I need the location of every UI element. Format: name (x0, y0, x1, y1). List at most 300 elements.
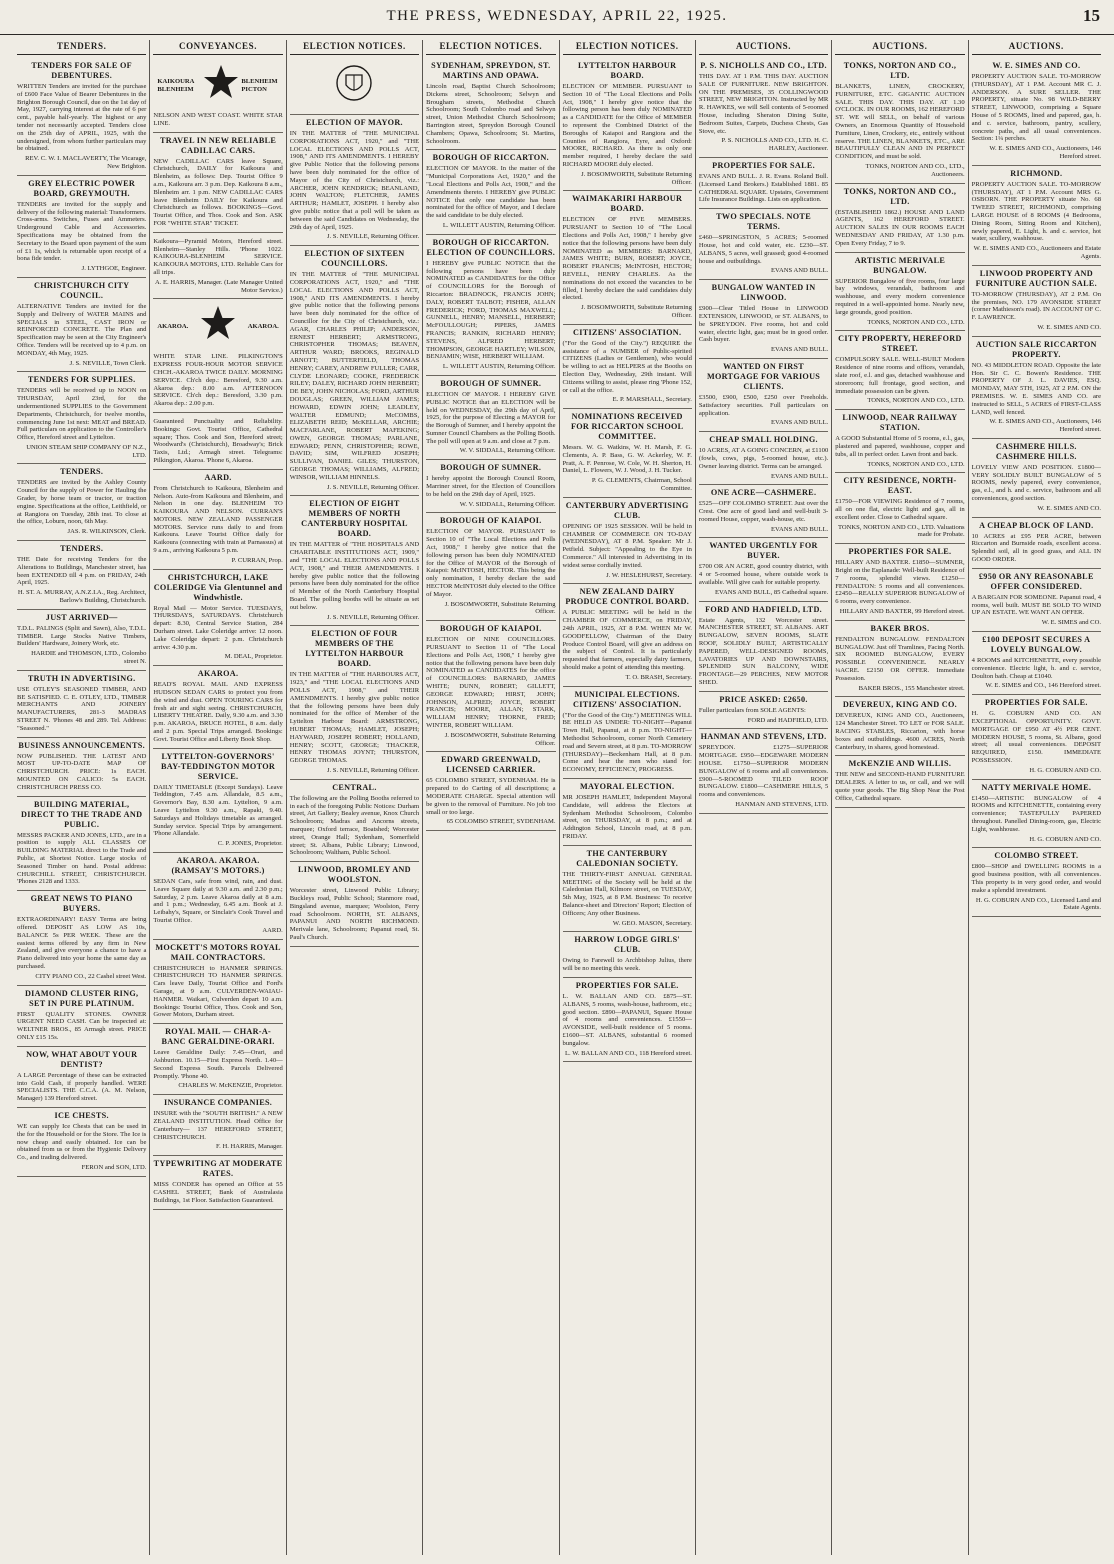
ad-signature: EVANS AND BULL. (771, 419, 829, 427)
ad-body-text: SPREYDON. £1275—SUPERIOR MORTGAGE. £950—EDGEWARE MODERN HOUSE. £1750—SUPERIOR MODERN BUNGALOW of 6 rooms and all conveniences. £900—5-ROOMED TILED ROOF BUNGALOW. £1800—CASHMERE HILLS, 5 rooms and conveniences. (698, 744, 829, 799)
ad-signature: H. G. COBURN AND CO. (1029, 835, 1101, 843)
ad-signature: EVANS AND BULL. (771, 267, 829, 275)
advertisement (699, 58, 828, 158)
ad-body-text: 10 ACRES, AT A GOING CONCERN, at £1100 (fowls, cows, pigs, 5-roomed house, etc.). Owner leaving district. Terms can be arranged. (698, 447, 829, 470)
ad-signature: TONKS, NORTON AND CO., LTD. Valuations made for Probate. (837, 523, 965, 539)
ad-heading: PRICE ASKED: £2650. (719, 694, 808, 704)
ad-body-text: £525—OFF COLOMBO STREET. Just over the Crest. One acre of good land and well-built 3-roomed House, copper, wash-house, etc. (698, 500, 829, 523)
ad-signature: L. WILLETT AUSTIN, Returning Officer. (442, 363, 556, 371)
ad-signature: H. G. COBURN AND CO., Licensed Land and Estate Agents. (975, 896, 1101, 912)
ad-body-text: I hereby appoint the Borough Council Room, Marriner street, for the Election of Councillors to be held on the 29th day of April, 1925. (426, 475, 556, 498)
ad-body-text: 65 COLOMBO STREET, SYDENHAM. He is prepared to do Carting of all descriptions; a MODERATE CHARGE. Special attention will be given to the removal of Furniture. No job too small or too large. (426, 777, 556, 816)
advertisement (153, 1024, 282, 1095)
ad-body-text: Owing to Farewell to Archbishop Julius, there will be no meeting this week. (562, 957, 692, 973)
star-icon (198, 304, 238, 349)
advertisement (153, 299, 282, 413)
ad-signature: FORD and HADFIELD, LTD. (747, 716, 829, 724)
ad-signature: J. S. NEVILLE, Returning Officer. (326, 767, 420, 774)
ad-signature: W. V. SIDDALL, Returning Officer. (459, 447, 556, 455)
ad-heading: £950 OR ANY REASONABLE OFFER CONSIDERED. (978, 571, 1094, 591)
advertisement (563, 409, 692, 498)
advertisement (426, 150, 555, 234)
ad-signature: J. S. NEVILLE, Returning Officer. (326, 483, 420, 491)
ad-signature: W. E. SIMES and CO., 146 Hereford street. (985, 682, 1101, 690)
advertisement (563, 498, 692, 585)
advertisement (153, 133, 282, 233)
ad-signature: T. O. BRASH, Secretary. (625, 673, 692, 681)
advertisement (835, 621, 964, 698)
ad-heading: SYDENHAM, SPREYDON, ST. MARTINS AND OPAWA. (431, 61, 551, 80)
ad-signature: J. S. NEVILLE, Returning Officer. (326, 613, 420, 621)
ad-signature: J. BOSOMWORTH, Substitute Returning Officer. (581, 170, 692, 186)
ad-signature: P. CURRAN, Prop. (231, 556, 283, 564)
ad-body-text: THE THIRTY-FIRST ANNUAL GENERAL MEETING of the Society will be held at the Caledonian Hall, Kilmore street, on TUESDAY, 5th May, 1925, at 8 P.M. Business: To receive Balance-sheet and Directors' Report; Election of Officers; Any other Business. (562, 870, 692, 917)
ad-heading: HARROW LODGE GIRLS' CLUB. (574, 935, 680, 955)
advertisement (699, 432, 828, 485)
advertisement (563, 325, 692, 409)
ad-heading: INSURANCE COMPANIES. (163, 1098, 273, 1108)
ad-heading: HANMAN AND STEVENS, LTD. (700, 732, 827, 742)
ad-signature: HANMAN AND STEVENS, LTD. (735, 801, 829, 809)
advertisement (17, 738, 146, 797)
advertisement (972, 695, 1101, 779)
ad-heading: GREAT NEWS TO PIANO BUYERS. (30, 894, 133, 914)
ad-signature: EVANS AND BULL, 85 Cathedral square. (715, 588, 829, 596)
ad-body-text: A LARGE Percentage of these can be extracted into Gold Cash, if properly handled. WERE SPECIALISTS. THE C.C.A. (A. M. Nelson, Manager) 139 Hereford street. (17, 1071, 147, 1103)
advertisement (835, 410, 964, 473)
ad-heading: TENDERS FOR SALE OF DEBENTURES. (31, 61, 132, 80)
ad-heading: BUILDING MATERIAL, DIRECT TO THE TRADE AND PUBLIC. (21, 799, 143, 829)
ad-heading: ICE CHESTS. (54, 1110, 109, 1120)
advertisement (972, 439, 1101, 518)
masthead (0, 0, 1114, 35)
ad-heading: AKAROA. (197, 669, 239, 679)
advertisement (17, 464, 146, 541)
column-heading: AUCTIONS. (835, 40, 964, 55)
ad-body-text: COMPULSORY SALE. WELL-BUILT Modern Residence of nine rooms and offices, verandah, slate roof, e.l. and gas, detached washhouse and storeroom; full frontage, good section, and immediate possession can be given. (835, 356, 965, 395)
advertisement (17, 891, 146, 985)
advertisement (17, 372, 146, 464)
ad-heading: ELECTION OF EIGHT MEMBERS OF NORTH CANTERBURY HOSPITAL BOARD. (301, 499, 408, 539)
ad-body-text: £1750—FOR VIEWING Residence of 7 rooms, all on one flat, electric light and gas, all in excellent order. Close to Cathedral square. (835, 498, 965, 521)
advertisement (17, 797, 146, 892)
advertisement (699, 729, 828, 813)
column-heading: ELECTION NOTICES. (290, 40, 419, 55)
logo-right-label: BLENHEIM PICTON (241, 77, 278, 93)
ad-heading: MAYORAL ELECTION. (579, 782, 675, 791)
advertisement (835, 253, 964, 332)
ad-heading: MUNICIPAL ELECTIONS. CITIZENS' ASSOCIATION. (573, 689, 682, 709)
ad-heading: TENDERS. (60, 467, 104, 477)
ad-body-text: ELECTION OF MAYOR. I HEREBY GIVE PUBLIC NOTICE that an ELECTION will be held on WEDNESDAY, the 29th day of April, 1925, for the purpose of Electing a MAYOR for the Borough of Sumner, and I hereby appoint the Sumner Council Chambers as the Polling Booth. The poll will open at 9 a.m. and close at 7 p.m. (426, 390, 556, 445)
ad-heading: CHEAP SMALL HOLDING. (709, 435, 818, 445)
ad-body-text: Fuller particulars from SOLE AGENTS: (698, 706, 806, 714)
ad-signature: CITY PIANO CO., 22 Cashel street West. (35, 972, 147, 980)
ad-heading: EDWARD GREENWALD, LICENSED CARRIER. (441, 755, 541, 775)
ad-body-text: PROPERTY AUCTION SALE. TO-MORROW (THURSDAY), AT 1 P.M. Account MRS G. OSBORN. THE PROPERTY situate No. 68 TWEED STREET, RICHMOND, comprising LARGE HOUSE of 8 ROOMS (4 Bedrooms, Dining Room, Sitting Room and Kitchen), newly papered, E. Light, h. and c. service, hot water, scullery, washhouse. (971, 180, 1101, 243)
ad-heading: TRAVEL IN NEW RELIABLE CADILLAC CARS. (159, 135, 277, 155)
ad-heading: BUSINESS ANNOUNCEMENTS. (18, 740, 145, 750)
ad-body-text: USE OTLEY'S SEASONED TIMBER, AND BE SATISFIED. C. E. OTLEY, LTD., TIMBER MERCHANTS AND JOINERY MANUFACTURERS, 281-3 MADRAS STREET N. 'Phones 48 and 289. Tel. Address: "Seasoned." (17, 685, 147, 732)
ad-heading: TONKS, NORTON AND CO., LTD. (843, 61, 957, 80)
ad-signature: TONKS, NORTON AND CO., LTD. (867, 460, 965, 468)
advertisement (972, 166, 1101, 266)
ad-body-text: 10 ACRES at £95 PER ACRE, between Riccarton and Burnside roads, excellent access. Splendid soil, all in good grass, and ALL IN GOOD ORDER. (971, 532, 1101, 564)
ad-body-text: I HEREBY give PUBLIC NOTICE that the following persons have been duly NOMINATED as CANDIDATES for the Office of COUNCILLORS for the Borough of Riccarton: BRADNOCK, FRANCIS JOHN; DALY, ROBERT TALBOT; FISHER, ALLAN FREDERICK; FORD, THOMAS MAXWELL; GUNNELL, HENRY; MANSELL, HERBERT; McFOULLOUGH; PIPERS, JAMES FRANCIS; RANKIN, RICHARD HENRY; STEVENS, ALFRED HERBERT; THOMPSON, GEORGE HARTLEY; WILSON, BENJAMIN; WISE, HERBERT WILLIAM. (426, 259, 556, 361)
ad-body-text: The following are the Polling Booths referred to in each of the foregoing Public Notices: Durham street, Art Gallery; Bealey avenue, Knox Church Schoolroom; Madras and Ancorns streets, marquee; Oxford terrace, Boatshed; Worcester street, Orange Hall; Sydenham, Somerfield street; St. Albans, Public Library; Linwood, Schoolroom; Waltham, Public School. (289, 794, 420, 857)
advertisement (426, 460, 555, 513)
advertisement (835, 697, 964, 756)
advertisement (153, 1156, 282, 1209)
advertisement (972, 632, 1101, 695)
ad-body-text: From Christchurch to Kaikoura, Blenheim and Nelson. Auto-from Kaikoura and Blenheim, and Nelson in one day. BLENHEIM TO KAIKOURA AND NELSON. CURRAN'S MOTORS. NEW ZEALAND PASSENGER MOTORS. Service runs daily to and from Kaikoura. Leave Tourist Office daily for Kaikoura (connecting with train at Parnassus) at 9 a.m., arriving Kaikoura 5 p.m. (153, 484, 283, 555)
ad-signature: L. WILLETT AUSTIN, Returning Officer. (442, 221, 556, 229)
ad-heading: ELECTION OF SIXTEEN COUNCILLORS. (304, 249, 405, 269)
ad-signature: J. LYTHGOE, Engineer. (81, 265, 147, 273)
ad-heading: BOROUGH OF RICCARTON. (432, 153, 549, 163)
ad-heading: LINWOOD PROPERTY AND FURNITURE AUCTION SALE. (975, 268, 1097, 288)
advertisement (835, 184, 964, 253)
ad-signature: A. E. HARRIS, Manager. (Late Manager United Motor Service.) (154, 278, 283, 294)
advertisement (153, 233, 282, 300)
ad-signature: F. H. HARRIS, Manager. (216, 1143, 283, 1151)
ad-body-text: READ'S ROYAL MAIL AND EXPRESS HUDSON SEDAN CARS to protect you from the wind and dust. OPEN TOURING CARS for fresh air and sight seeing. CHRISTCHURCH, LIBERTY THEATRE. Daily, 9.30 a.m. and 3.30 p.m. AKAROA, BRUCE HOTEL, 8 a.m. daily and 2 p.m. Special Trips arranged. Bookings: Govt. Tourist Office and Liberty Book Shop. (153, 681, 283, 743)
advertisement (972, 266, 1101, 337)
ad-signature: TONKS, NORTON AND CO., LTD., Auctioneers. (865, 162, 965, 178)
advertisement (17, 1047, 146, 1108)
ad-signature: J. S. NEVILLE, Town Clerk. (69, 359, 147, 367)
advertisement (699, 158, 828, 209)
ad-heading: LYTTELTON HARBOUR BOARD. (578, 61, 677, 80)
ad-heading: COLOMBO STREET. (994, 851, 1079, 861)
ad-body-text: ("For the Good of the City.") MEETINGS WILL BE HELD AS UNDER: TO-NIGHT—Papanui Town Hall, Papanui, at 8 p.m. TO-NIGHT—Methodist Schoolroom, corner North Cemetery road and Severn street, at 8 p.m. TO-MORROW (THURSDAY)—Beckenham Hall, at 8 p.m. Come and hear the men who stand for: ECONOMY, EFFICIENCY, PROGRESS. (562, 711, 692, 774)
ad-body-text: WE can supply Ice Chests that can be used in the for the Household or for the Store. The Ice is now cheap and easily obtained. Ice can be obtained from us or from the Hygienic Delivery Co., and trading delivered. (17, 1122, 147, 1162)
logo-left-label: AKAROA. (157, 322, 189, 330)
page-number: 15 (1083, 6, 1100, 25)
advertisement (153, 470, 282, 570)
ad-heading: WANTED ON FIRST MORTGAGE FOR VARIOUS CLIENTS. (706, 361, 821, 391)
ad-signature: E. P. MARSHALL, Secretary. (612, 396, 692, 404)
ad-body-text: WHITE STAR LINE. PILKINGTON'S EXPRESS FOUR-HOUR MOTOR SERVICE CHCH.-AKAROA TWICE DAILY. MORNING SERVICE. Ch'ch dep.: Beresford, 9.30 a.m. Akaroa dep.: 8.00 a.m. AFTERNOON SERVICE. Ch'ch dep.: Beresford, 3.30 p.m. Akaroa dep.: 2.00 p.m. (153, 353, 283, 408)
ad-heading: A CHEAP BLOCK OF LAND. (979, 520, 1094, 530)
ad-heading: CANTERBURY ADVERTISING CLUB. (565, 500, 689, 520)
ad-body-text: IN THE MATTER of "THE MUNICIPAL CORPORATIONS ACT, 1920," and "THE LOCAL ELECTIONS AND POLLS ACT, 1908," AND ITS AMENDMENTS. I HEREBY give Public Notice that the following persons have been duly nominated for the office of Mayor of the City of Christchurch, viz.: ARCHER, JOHN KENDRICK; BEANLAND, JOHN WALTON; FLETCHER, JAMES ARTHUR; HAMLET, JOSEPH. I hereby also give public notice that a poll will be taken as between the said Candidates on Wednesday, the 29th day of April, 1925. (289, 130, 420, 231)
advertisement (972, 518, 1101, 569)
ad-body-text: A GOOD Substantial Home of 5 rooms, e.l., gas, plastered and papered, washhouse, copper and tubs, all in perfect order. Lawn front and back. (835, 435, 965, 458)
advertisement (563, 58, 692, 191)
ad-heading: PROPERTIES FOR SALE. (575, 980, 679, 990)
advertisement (835, 473, 964, 544)
ad-heading: BOROUGH OF SUMNER. (440, 463, 542, 473)
ad-signature: C. P. JONES, Proprietor. (217, 840, 283, 848)
ad-body-text: TENDERS will be received up to NOON on THURSDAY, April 23rd, for the undermentioned SUPPLIES to the Government Departments, Christchurch, for twelve months, commencing June 1st next: MEAT and BREAD. Full particulars on application to the Controller's Office, Hereford street and Lyttelton. (17, 387, 147, 442)
advertisement (699, 485, 828, 538)
ad-signature: BAKER BROS., 155 Manchester street. (858, 684, 965, 692)
ad-signature: L. W. BALLAN AND CO., 118 Hereford street. (565, 1049, 692, 1057)
ad-signature: J. BOSOMWORTH, Substitute Returning Officer. (581, 304, 692, 319)
ad-body-text: Leave Geraldine Daily: 7.45—Orari, and Ashburton. 10.15—First Express North. 1.40—Second Express South. Parcels Delivered Promptly. 'Phone 40. (153, 1049, 283, 1080)
white-star-logo-row (153, 302, 282, 351)
ad-heading: WANTED URGENTLY FOR BUYER. (709, 541, 818, 561)
column-heading: ELECTION NOTICES. (563, 40, 692, 55)
ad-body-text: LOVELY VIEW AND POSITION. £1800—VERY SOLIDLY BUILT BUNGALOW of 5 ROOMS, newly papered, every convenience, gas, e.l., and h. and c. service, bathroom and all conveniences, good section. (971, 463, 1101, 503)
ad-body-text: £700 OR AN ACRE, good country district, with 4 or 5-roomed house, where outside work is available. Will give cash for suitable property. (698, 563, 829, 587)
ad-signature: REV. C. W. I. MACLAVERTY, The Vicarage, New Brighton. (25, 155, 147, 170)
ad-signature: J. BOSOMWORTH, Substitute Returning Officer. (444, 600, 556, 616)
ad-signature: EVANS AND BULL. (771, 472, 829, 480)
classified-columns (14, 40, 1104, 1555)
ad-body-text: DEVEREUX, KING AND CO., Auctioneers, 124 Manchester Street. TO LET or FOR SALE. RACING STABLES, Riccarton, with horse boxes and outbuildings. 4600 ACRES, North Canterbury, in shares, good homestead. (835, 712, 965, 751)
ad-heading: THE CANTERBURY CALEDONIAN SOCIETY. (576, 848, 679, 868)
ad-heading: ROYAL MAIL — CHAR-A-BANC GERALDINE-ORARI. (161, 1027, 275, 1047)
ad-heading: TYPEWRITING AT MODERATE RATES. (153, 1159, 283, 1179)
ad-heading: CITY PROPERTY, HEREFORD STREET. (838, 334, 962, 354)
column-7 (831, 40, 967, 1555)
ad-heading: NATTY MERIVALE HOME. (981, 782, 1092, 792)
ad-body-text: EVANS AND BULL. J. R. Evans. Roland Bull. (Licensed Land Brokers.) Established 1881. 85 CATHEDRAL SQUARE. Upstairs, Government Life Insurance Buildings. Lists on application. (698, 172, 829, 204)
advertisement (972, 780, 1101, 849)
advertisement (17, 541, 146, 610)
advertisement (153, 570, 282, 667)
ad-heading: W. E. SIMES AND CO. (992, 61, 1081, 70)
ad-signature: W. E. SIMES AND CO. (1037, 323, 1101, 331)
ad-signature: W. V. SIDDALL, Returning Officer. (459, 500, 556, 508)
ad-body-text: ELECTION OF MAYOR. In the matter of the "Municipal Corporations Act, 1920," and the "Local Elections and Polls Act, 1908," and the Amendments thereto. I HEREBY give PUBLIC NOTICE that only one candidate has been nominated for the office of Mayor, and I declare the said candidate to be duly elected. (426, 165, 556, 220)
ad-body-text: SEDAN Cars, safe from wind, rain, and dust. Leave Square daily at 9.30 a.m. and 2.30 p.m.; Saturday, 2 p.m. Leave Akaroa daily at 8 a.m. and 1 p.m.; Wednesday, 6.45 a.m. Book at J. Leibahy's, Square, or Sinclair's Cook Travel and Tourist Office. (153, 878, 283, 924)
ad-signature: 65 COLOMBO STREET, SYDENHAM. (446, 818, 556, 826)
ad-body-text: TO-MORROW (THURSDAY), AT 2 P.M. On the premises, NO. 179 AVONSIDE STREET (corner Mathieson's road). IN ACCOUNT OF C. F. LAWRENCE. (971, 290, 1101, 322)
ad-signature: EVANS AND BULL. (771, 346, 829, 354)
ad-heading: PROPERTIES FOR SALE. (984, 698, 1088, 708)
advertisement (972, 569, 1101, 632)
ad-body-text: A PUBLIC MEETING will be held in the CHAMBER OF COMMERCE, on FRIDAY, 24th APRIL, 1925, AT 8 P.M. WHEN Mr W. GOODFELLOW, Chairman of the Dairy Produce Control Board, will give an address on the subject of Control. It is particularly requested that farmers, especially dairy farmers, should make a point of attending this meeting. (562, 609, 692, 672)
ad-signature: W. E. SIMES AND CO., Auctioneers, 146 Hereford street. (989, 418, 1101, 434)
advertisement (17, 58, 146, 176)
ad-signature: J. S. NEVILLE, Returning Officer. (326, 233, 420, 241)
ad-body-text: IN THE MATTER of "THE HOSPITALS AND CHARITABLE INSTITUTIONS ACT, 1909," and "THE LOCAL ELECTIONS AND POLLS ACT, 1908," and THEIR AMENDMENTS. I hereby give public notice that the following persons have been duly nominated for the office of Member of the North Canterbury Hospital Board. The polling booths will be situate as set out below. (289, 541, 420, 611)
advertisement (972, 337, 1101, 439)
ad-body-text: A BARGAIN FOR SOMEONE. Papanui road, 4 rooms, well built. MUST BE SOLD TO WIND UP AN ESTATE. WE WANT AN OFFER. (971, 593, 1101, 617)
ad-signature: HARDIE and THOMSON, LTD., Colombo street N. (31, 650, 147, 666)
ad-heading: BOROUGH OF KAIAPOI. (440, 516, 542, 526)
ad-heading: MOCKETT'S MOTORS ROYAL MAIL CONTRACTORS. (155, 942, 281, 962)
ad-heading: TRUTH IN ADVERTISING. (27, 673, 136, 683)
ad-body-text: 4 ROOMS and KITCHENETTE, every possible convenience. Electric light, h. and c. service, Doulton bath. Cheap at £1040. (971, 657, 1101, 680)
advertisement (563, 846, 692, 933)
ad-body-text: PROPERTY AUCTION SALE. TO-MORROW (THURSDAY), AT 1 P.M. Account MR C. J. ANDERSON. A SURE SELLER. THE PROPERTY, situate No. 98 WILD-BERRY STREET, LINWOOD, comprising a Square House of 5 ROOMS, lined and papered, gas, h. and c. service, bathroom, pantry, scullery, concrete paths, and all usual conveniences. Section: 1¼ perches. (971, 73, 1101, 143)
ad-body-text: BLANKETS, LINEN, CROCKERY, FURNITURE, ETC. GIGANTIC AUCTION SALE. THIS DAY. THIS DAY. AT 1.30 O'CLOCK. IN OUR ROOMS, 162 HEREFORD ST. WE will SELL, on behalf of various Owners, an Enormous Quantity of Household Furniture, Linen, Crockery, etc., entirely without reserve. THE LINEN, BLANKETS, ETC., ARE BEAUTIFULLY CLEAN AND IN PERFECT CONDITION, and must be sold. (835, 83, 965, 161)
ad-body-text: THE Date for receiving Tenders for the Alterations to Buildings, Manchester street, has been EXTENDED till 4 p.m. on FRIDAY, 24th April, 1925. (17, 556, 147, 587)
ad-body-text: ELECTION OF MAYOR. PURSUANT to Section 10 of "The Local Elections and Polls Act, 1908," I hereby give notice that the following person has been duly NOMINATED for the Office of MAYOR of the Borough of Kaiapoi: McINTOSH, HECTOR. This being the only nomination, I hereby declare the said HECTOR McINTOSH duly elected to the Office of Mayor. (426, 528, 556, 598)
ad-heading: BOROUGH OF KAIAPOI. (440, 624, 542, 634)
ad-signature: W. E. SIMES and CO. (1041, 619, 1101, 627)
ad-body-text: H. G. COBURN AND CO. AN EXCEPTIONAL OPPORTUNITY. GOVT. MORTGAGE OF £950 AT 4½ PER CENT. MODERN HOUSE, 5 rooms, St. Albans, good street; all usual conveniences. DEPOSIT REQUIRED, £150. IMMEDIATE POSSESSION. (971, 710, 1101, 765)
ad-signature: W. E. SIMES AND CO. (1037, 504, 1101, 512)
column-heading: TENDERS. (17, 40, 146, 55)
ad-body-text: £3500, £900, £500, £250 over Freeholds. Satisfactory securities. Full particulars on application. (698, 393, 829, 417)
star-icon (201, 63, 241, 108)
column-3 (286, 40, 422, 1555)
ad-body-text: Estate Agents, 132 Worcester street. MANCHESTER STREET, ST. ALBANS. ART BUNGALOW, SEVEN ROOMS, SLATE ROOF, SOLIDLY BUILT, ARTISTICALLY PAPERED, WELL-DESIGNED ROOMS, LAVATORIES UP AND DOWNSTAIRS, SPLENDID SUN BALCONY, WIDE FRONTAGE—29 PERCHES, NEW MOTOR SHED. (698, 616, 829, 687)
ad-heading: TENDERS FOR SUPPLIES. (27, 375, 136, 385)
advertisement (17, 986, 146, 1047)
column-heading: AUCTIONS. (699, 40, 828, 55)
advertisement (290, 626, 419, 779)
advertisement (835, 544, 964, 621)
ad-heading: LINWOOD, NEAR RAILWAY STATION. (842, 413, 958, 433)
advertisement (563, 978, 692, 1062)
ad-body-text: CHRISTCHURCH to HANMER SPRINGS. CHRISTCHURCH TO HANMER SPRINGS. Cars leave Daily, Tourist Office and Ford's Garage, at 9 a.m. CULVERDEN-WAIAU-HANMER. Waikari, Culverden depart 10 a.m. Bookings: Tourist Office, Thos. Cook and Son, Gower Motors, Durham street. (153, 964, 283, 1019)
ad-heading: BOROUGH OF SUMNER. (440, 378, 542, 388)
ad-signature: H. G. COBURN AND CO. (1029, 766, 1101, 774)
ad-body-text: ALTERNATIVE Tenders are invited for the Supply and Delivery of WATER MAINS and SPECIALS in STEEL, CAST IRON or REINFORCED CONCRETE. The Plan and Specification may be seen at the City Engineer's Office. Tenders will be received up to 4 p.m. on MONDAY, 4th May, 1925. (17, 302, 147, 357)
ad-body-text: SUPERIOR Bungalow of five rooms, four large bay windows, verandah, bathroom and washhouse, and every modern convenience required in a well-appointed home. Nearly new, large grounds, good position. (835, 277, 965, 316)
ad-body-text: INSURE with the "SOUTH BRITISH." A NEW ZEALAND INSTITUTION. Head Office for Canterbury— 137 HEREFORD STREET, CHRISTCHURCH. (153, 1110, 283, 1141)
ad-body-text: NEW CADILLAC CARS leave Square, Christchurch, DAILY for Kaikoura and Blenheim, as follows: Dep. Tourist Office 9 a.m., Kaikoura arr. 3 p.m. Dep. Kaikoura 8 a.m., Blenheim arr. 1 p.m. NEW CADILLAC CARS leave Blenheim DAILY for Kaikoura and Christchurch as follows. BOOKINGS—Govt. Tourist Office, and Thos. Cook and Son. ASK FOR "WHITE STAR" TICKET. (153, 157, 283, 227)
ad-signature: FERON and SON, LTD. (81, 1163, 147, 1171)
logo-right-label: AKAROA. (247, 322, 279, 330)
crest-row (290, 61, 419, 110)
ad-heading: TONKS, NORTON AND CO., LTD. (843, 186, 957, 206)
ad-body-text: MISS CONDER has opened an Office at 55 CASHEL STREET, Bank of Australasia Buildings, 1st Floor. Satisfaction Guaranteed. (153, 1181, 283, 1204)
ad-body-text: (ESTABLISHED 1862.) HOUSE AND LAND AGENTS, 162 HEREFORD STREET. AUCTION SALES IN OUR ROOMS EACH WEDNESDAY AND FRIDAY, AT 1.30 p.m. Open Every Friday, 7 to 9. (835, 208, 965, 247)
advertisement (835, 331, 964, 410)
column-6 (695, 40, 831, 1555)
ad-heading: FORD AND HADFIELD, LTD. (705, 604, 823, 614)
ad-heading: ELECTION OF MAYOR. (305, 118, 403, 127)
advertisement (426, 513, 555, 621)
ad-heading: JUST ARRIVED— (45, 612, 118, 622)
ad-body-text: OPENING OF 1925 SESSION. Will be held in CHAMBER OF COMMERCE ON TO-DAY (WEDNESDAY), AT 8 P.M. Speaker: Mr J. Petfield. Subject: "Appealing to the Eye in Commerce." All interested in Advertising in its widest sense cordially invited. (562, 522, 692, 569)
ad-signature: M. DEAL, Proprietor. (224, 653, 283, 661)
column-heading: ELECTION NOTICES. (426, 40, 555, 55)
ad-body-text: WRITTEN Tenders are invited for the purchase of £600 Face Value of Bearer Debentures in the Brighton Borough Council, due on the 1st day of May, 1927, carrying interest at the rate of 6 per cent., payable half-yearly. The highest or any tender not necessarily accepted. Tenders close on the 25th day of APRIL, 1925, with the undersigned, from whom further particulars may be obtained. (17, 83, 147, 153)
column-heading: CONVEYANCES. (153, 40, 282, 55)
ad-body-text: NO. 43 MIDDLETON ROAD. Opposite the late Hon. Sir C. C. Bowen's Residence. THE PROPERTY OF J. L. DAVIES, ESQ. MONDAY, MAY 5TH, 1925, AT 2 P.M. ON the PREMISES. W. E. SIMES AND CO. are instructed to SELL, 5 ACRES of FIRST-CLASS LAND, well fenced. (971, 361, 1101, 416)
ad-heading: ARTISTIC MERIVALE BUNGALOW. (854, 255, 946, 275)
column-heading: AUCTIONS. (972, 40, 1101, 55)
ad-signature: HILLARY AND BAXTER, 99 Hereford street. (839, 608, 965, 616)
ad-body-text: HILLARY AND BAXTER. £1850—SUMNER, Bright on the Esplanade: Well-built Residence of 7 rooms, splendid views. £1250—FENDALTON: 5 rooms and all conveniences. £2450—REALLY SUPERIOR BUNGALOW of 6 rooms, every convenience. (835, 559, 965, 606)
column-8 (968, 40, 1104, 1555)
column-5 (559, 40, 695, 1555)
ad-body-text: £1450—ARTISTIC BUNGALOW of 4 ROOMS and KITCHENETTE, containing every convenience; TASTEFULLY PAPERED throughout. Panelled Dining-room, gas, Electric Light, washhouse. (971, 794, 1101, 833)
ad-heading: NOMINATIONS RECEIVED FOR RICCARTON SCHOOL COMMITTEE. (570, 412, 684, 442)
column-4 (422, 40, 558, 1555)
ad-heading: BOROUGH OF RICCARTON. ELECTION OF COUNCILLORS. (426, 237, 556, 257)
advertisement (290, 496, 419, 626)
ad-signature: EVANS AND BULL. (771, 525, 829, 533)
ad-signature: TONKS, NORTON AND CO., LTD. (867, 397, 965, 405)
advertisement (699, 692, 828, 730)
ad-heading: NEW ZEALAND DAIRY PRODUCE CONTROL BOARD. (565, 587, 690, 607)
ad-heading: ELECTION OF FOUR MEMBERS OF THE LYTTELTON HARBOUR BOARD. (305, 629, 404, 669)
advertisement (153, 749, 282, 853)
advertisement (972, 848, 1101, 917)
ad-heading: TWO SPECIALS. NOTE TERMS. (716, 212, 811, 232)
ad-heading: LINWOOD, BROMLEY AND WOOLSTON. (298, 865, 411, 885)
advertisement (563, 687, 692, 779)
ad-signature: P. S. NICHOLLS AND CO., LTD. H. C. HARLEY, Auctioneer. (721, 137, 829, 153)
ad-heading: £100 DEPOSIT SECURES A LOVELY BUNGALOW. (982, 635, 1091, 655)
advertisement (835, 756, 964, 807)
ad-signature: TONKS, NORTON AND CO., LTD. (867, 318, 965, 326)
ad-body-text: Guaranteed Punctuality and Reliability. Bookings: Govt. Tourist Office, Cathedral square; Thos. Cook and Son, Hereford street; Woodward's (Christchurch), Broadway's; Brick Taxis, Ltd.; Armagh street. Telegrams: Pilkington, Akaroa. 'Phone 6, Akaroa. (153, 417, 283, 464)
ad-signature: P. G. CLEMENTS, Chairman, School Committee. (591, 477, 692, 493)
ad-body-text: Lincoln road, Baptist Church Schoolroom; Dickens street, Schoolroom; Selwyn and Brougham streets, Methodist Church Schoolroom; South Colombo road and Selwyn street, Union Methodist Church Schoolroom; Barrington street, Spreydon Borough Council Chambers; Opawa, Schoolroom; St. Martins, Schoolroom. (426, 83, 556, 145)
masthead-title: THE PRESS, WEDNESDAY, APRIL 22, 1925. (386, 8, 728, 24)
ad-body-text: NOW PUBLISHED. THE LATEST AND MOST UP-TO-DATE MAP OF CHRISTCHURCH. PRICE: 1s EACH. MOUNTED ON CALICO: 5s EACH. CHRISTCHURCH PRESS CO. (17, 752, 147, 791)
white-star-logo-row (153, 61, 282, 110)
ad-body-text: NELSON AND WEST COAST. WHITE STAR LINE. (153, 112, 283, 127)
ad-signature: AARD. (262, 926, 283, 934)
advertisement (153, 1095, 282, 1156)
ad-body-text: Royal Mail — Motor Service. TUESDAYS, THURSDAYS, SATURDAYS. Christchurch depart: 8.30, Central Service Station, 284 Durham street. Lake Coleridge arrive: 12 noon. Lake Coleridge depart: 2 p.m. Christchurch arrive: 4.30 p.m. (153, 604, 283, 651)
ad-body-text: FIRST QUALITY STONES. OWNER URGENT NEED CASH. Can be inspected at: WELTNER BROS., 85 Armagh street. PRICE ONLY £15 15s. (17, 1010, 147, 1041)
advertisement (17, 176, 146, 278)
ad-heading: ONE ACRE—CASHMERE. (710, 488, 817, 498)
ad-heading: NOW, WHAT ABOUT YOUR DENTIST? (26, 1049, 138, 1069)
ad-body-text: £800—SHOP and DWELLING ROOMS in a good business position, with all conveniences. This property is in very good order, and would make a splendid investment. (971, 863, 1101, 894)
advertisement (290, 115, 419, 246)
ad-heading: LYTTELTON-GOVERNORS' BAY-TEDDINGTON MOTOR SERVICE. (161, 751, 276, 781)
coat-of-arms-icon (334, 63, 374, 108)
advertisement (290, 780, 419, 862)
advertisement (835, 58, 964, 184)
ad-body-text: IN THE MATTER of "THE MUNICIPAL CORPORATIONS ACT, 1920," and "THE LOCAL ELECTIONS AND POLLS ACT, 1908," AND ITS AMENDMENTS. I hereby give public notice that the following persons have been duly nominated for the office of Councillor for the City of Christchurch, viz.: AGAR, CHARLES PHILIP; ANDERSON, ERNEST HERBERT; ARMSTRONG, CHRISTOPHER THOMAS; BEAVEN, ARTHUR WARD; BROOKS, REGINALD ARNOTT; BUTTERFIELD, THOMAS HENRY; CAREY, ANDREW FULLER; CARR, CLYDE LEONARD; COOKE, FREDERICK RILEY; DALEY, RICHARD JOHN HERBERT; DE BEY, JOHN NICHOLAS; FORD, ARTHUR DOUGLAS; GREEN, WILLIAM JAMES; HOWARD, EDWIN JOHN; LEADLEY, WALTER EDMUND; McCOMBS, ELIZABETH REID; McKELLAR, ARCHIE; MACFARLANE, ROBERT MAFEKING; OWEN, GEORGE THOMAS; PARLANE, EDWARD; PENN, CHRISTOPHER; ROWE, DAVID; SIM, WILFRED JOSEPH; SULLIVAN, DANIEL GILES; THURSTON, GEORGE THOMAS; WILLIAMS, ALFRED; WINSOR, WILLIAM HINNELS. (289, 271, 420, 481)
logo-left-label: KAIKOURA BLENHEIM (157, 77, 195, 93)
ad-heading: DEVEREUX, KING AND CO. (842, 700, 958, 710)
ad-signature: H. ST. A. MURRAY, A.N.Z.I.A., Reg. Architect, Barlow's Building, Christchurch. (17, 589, 147, 605)
advertisement (153, 58, 282, 133)
advertisement (563, 584, 692, 686)
ad-body-text: THE NEW and SECOND-HAND FURNITURE DEALERS. A letter to us, or call, and we will quote your goods. The Big Shop Near the Post Office, Cathedral square. (835, 771, 965, 802)
advertisement (426, 752, 555, 831)
advertisement (699, 359, 828, 432)
ad-heading: BUNGALOW WANTED IN LINWOOD. (711, 283, 816, 303)
ad-heading: CHRISTCHURCH, LAKE COLERIDGE Via Glentunnel and Windwhistle. (153, 572, 283, 602)
advertisement (17, 671, 146, 738)
advertisement (563, 779, 692, 846)
ad-heading: PROPERTIES FOR SALE. (848, 547, 952, 557)
ad-heading: AARD. (204, 472, 232, 482)
ad-body-text: Messrs. W. G. Watkins, W. H. Marsh, F. G. Clements, A. P. Bass, G. W. Ackerley, W. F. Pratt, A. F. Penrose, W. Cole, W. H. Sherton, H. Daniel, L. Flowers, W. J. Wood, J. H. Tucker. (562, 444, 692, 475)
ad-signature: CHARLES W. McKENZIE, Proprietor. (178, 1082, 283, 1090)
advertisement (426, 376, 555, 460)
ad-body-text: ELECTION OF MEMBER. PURSUANT to Section 10 of "The Local Elections and Polls Act, 1908," I hereby give notice that the following person has been duly NOMINATED as a CANDIDATE for the Office of MEMBER to represent the Combined District of the Boroughs of Kaiapoi and Rangiora and the Counties of Rangiora, Eyre, and Oxford: MOORE, RICHARD. As there is only one member required, I hereby declare the said RICHARD MOORE duly elected. (562, 83, 692, 168)
column-2 (149, 40, 285, 1555)
ad-heading: PROPERTIES FOR SALE. (712, 160, 815, 170)
ad-signature: W. E. SIMES AND CO., Auctioneers and Estate Agents. (973, 245, 1101, 260)
advertisement (426, 235, 555, 376)
advertisement (563, 191, 692, 324)
ad-heading: CITY RESIDENCE, NORTH-EAST. (843, 476, 957, 496)
advertisement (17, 278, 146, 372)
ad-heading: RICHMOND. (1010, 168, 1063, 178)
ad-heading: AUCTION SALE RICCARTON PROPERTY. (975, 339, 1097, 359)
ad-signature: W. E. SIMES AND CO., Auctioneers, 146 Hereford street. (989, 145, 1101, 160)
ad-body-text: £460—SPRINGSTON, 5 ACRES; 5-roomed House, hot and cold water, etc. £230—ST. ALBANS, 5 acres, well grassed; good 4-roomed house and outbuildings. (698, 234, 829, 265)
ad-body-text: TENDERS are invited by the Ashley County Council for the supply of Power for Hauling the Grader, by horse team or tractor, or traction engine. Specifications at the office, Leithfield, or at Rangiora on Tuesday, 28th inst. To close at the office, Loburn, noon, 6th May. (17, 479, 147, 526)
ad-body-text: £900—Clear Titled House in LINWOOD EXTENSION, LINWOOD, or ST. ALBANS, to be SPREYDON. Five rooms, hot and cold water, electric light, gas; must be in good order. Cash buyer. (698, 305, 829, 344)
ad-body-text: ("For the Good of the City.") REQUIRE the assistance of a NUMBER of Public-spirited CITIZENS (Ladies or Gentlemen), who would be willing to act as HELPERS at the Booths on Election Day, Wednesday, 29th instant. Will Citizens willing to assist, please ring 'Phone 152, or call at the office. (562, 339, 692, 394)
advertisement (426, 621, 555, 752)
ad-heading: AKAROA. AKAROA. (RAMSAY'S MOTORS.) (171, 856, 265, 875)
advertisement (563, 932, 692, 978)
ad-signature: W. GEO. MASON, Secretary. (612, 919, 692, 927)
advertisement (153, 853, 282, 940)
ad-signature: UNION STEAM SHIP COMPANY OF N.Z., LTD. (26, 443, 147, 459)
